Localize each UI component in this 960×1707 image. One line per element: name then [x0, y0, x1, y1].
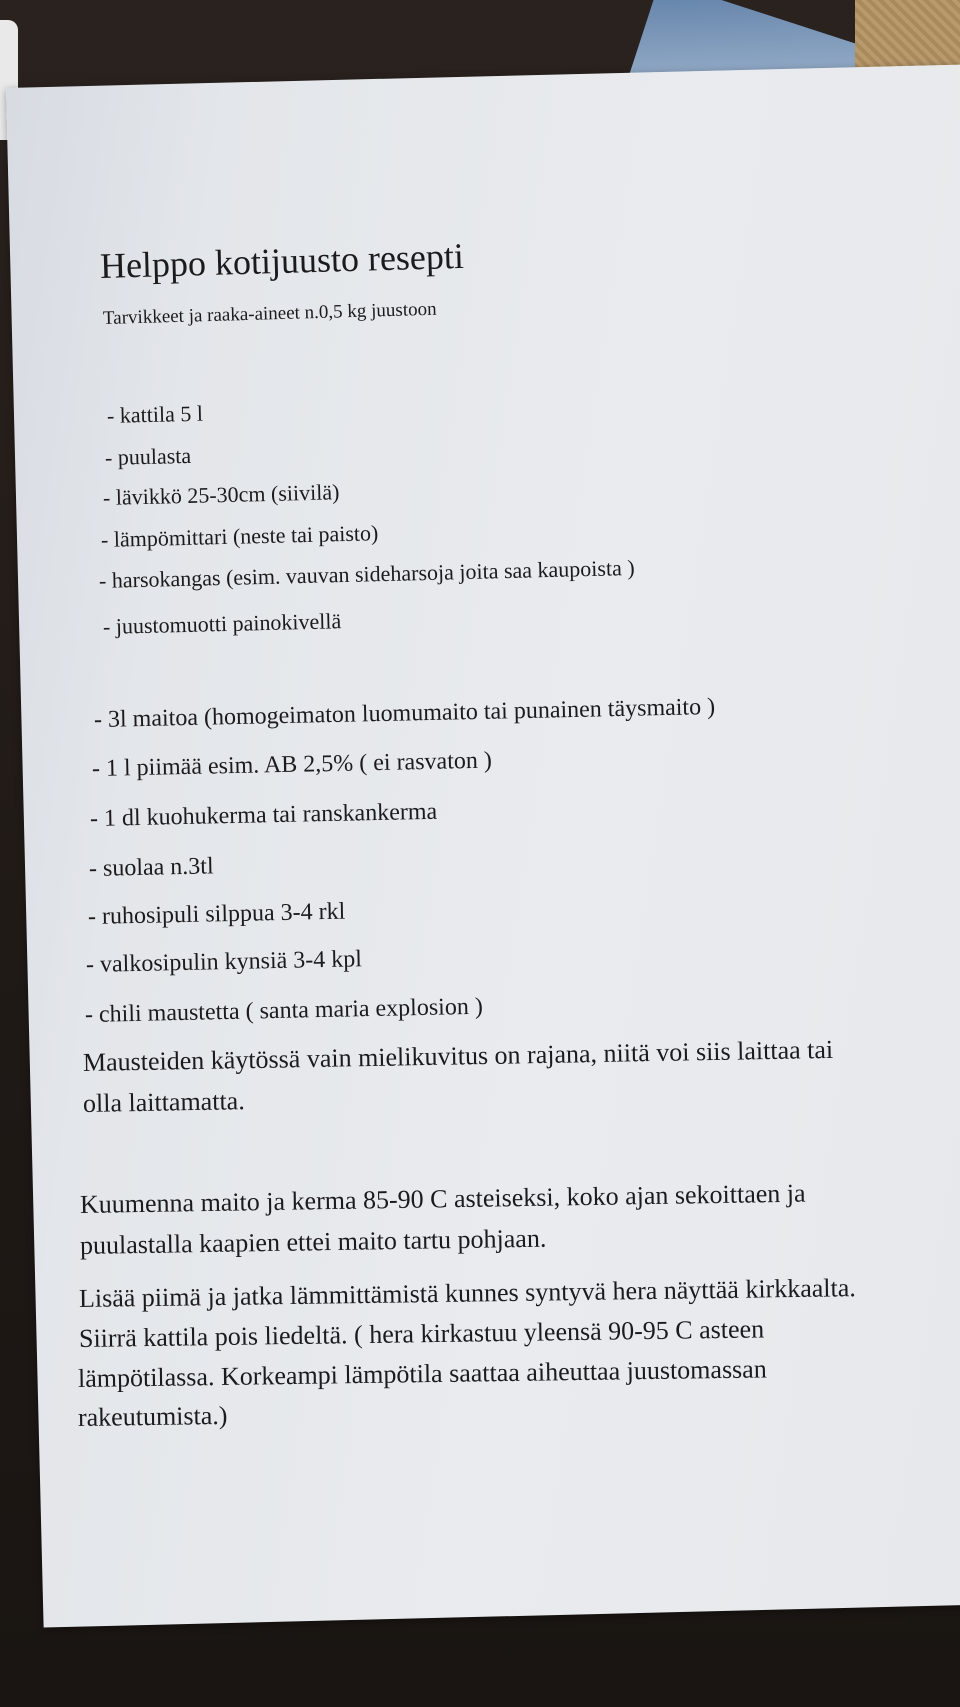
recipe-title: Helppo kotijuusto resepti [99, 235, 465, 286]
list-item: - lävikkö 25-30cm (siivilä) [102, 479, 340, 510]
list-item: - harsokangas (esim. vauvan sideharsoja joita saa kaupoista ) [98, 554, 635, 593]
paragraph-line: lämpötilassa. Korkeampi lämpötila saattaa aiheuttaa juustomassan [77, 1354, 767, 1393]
list-item: - kattila 5 l [106, 400, 204, 428]
list-item: - 1 dl kuohukerma tai ranskankerma [89, 798, 438, 832]
list-item: - juustomuotti painokivellä [102, 608, 342, 639]
paragraph-line: puulastalla kaapien ettei maito tartu pohjaan. [79, 1223, 547, 1260]
list-item: - lämpömittari (neste tai paisto) [100, 520, 379, 552]
list-item: - 3l maitoa (homogeimaton luomumaito tai punainen täysmaito ) [93, 693, 716, 733]
list-item: - valkosipulin kynsiä 3-4 kpl [85, 946, 363, 978]
paragraph-line: rakeutumista.) [77, 1400, 228, 1432]
list-item: - suolaa n.3tl [88, 853, 214, 882]
recipe-subtitle: Tarvikkeet ja raaka-aineet n.0,5 kg juustoon [102, 298, 437, 329]
list-item: - 1 l piimää esim. AB 2,5% ( ei rasvaton ) [91, 747, 493, 782]
paragraph-line: Lisää piimä ja jatka lämmittämistä kunnes syntyvä hera näyttää kirkkaalta. [78, 1273, 856, 1313]
paragraph-line: olla laittamatta. [82, 1086, 245, 1118]
list-item: - ruhosipuli silppua 3-4 rkl [87, 898, 346, 930]
paragraph-line: Mausteiden käytössä vain mielikuvitus on rajana, niitä voi siis laittaa tai [82, 1034, 834, 1077]
list-item: - chili maustetta ( santa maria explosion ) [84, 993, 484, 1028]
list-item: - puulasta [104, 442, 192, 470]
paragraph-line: Kuumenna maito ja kerma 85-90 C asteiseksi, koko ajan sekoittaen ja [79, 1178, 806, 1219]
paragraph-line: Siirrä kattila pois liedeltä. ( hera kirkastuu yleensä 90-95 C asteen [78, 1314, 765, 1353]
